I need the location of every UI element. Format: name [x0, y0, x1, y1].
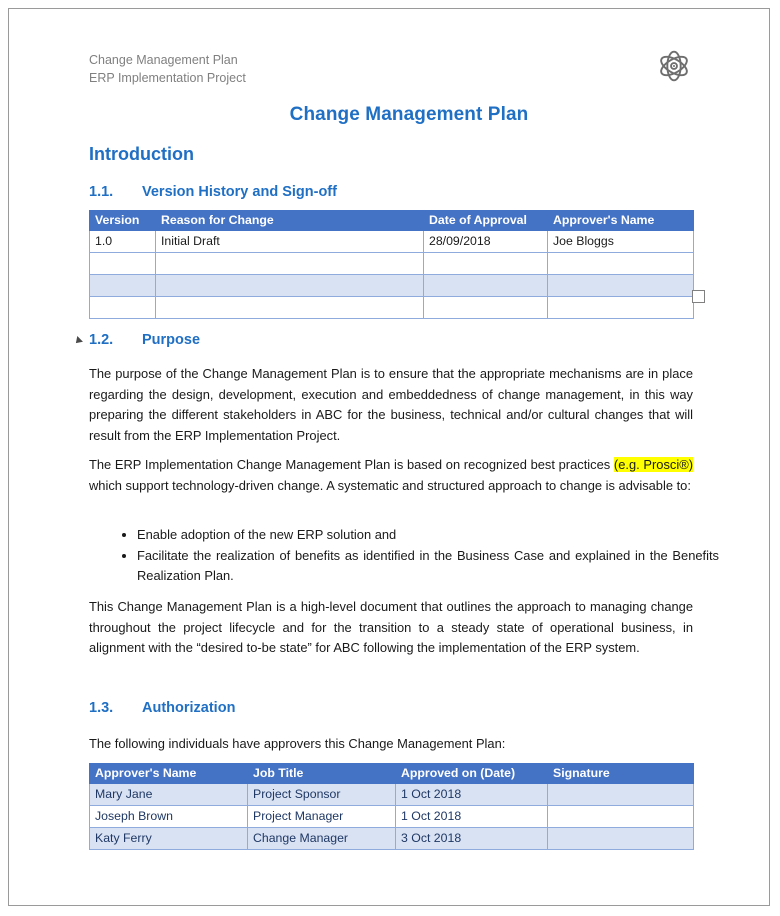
purpose-paragraph-2-part-1: The ERP Implementation Change Management Plan is based on recognized best practices — [89, 457, 614, 472]
purpose-bullet-list — [113, 525, 719, 587]
version-history-table — [89, 210, 694, 319]
table-row — [90, 253, 694, 275]
cell-date[interactable] — [424, 297, 548, 319]
cell-job-title[interactable]: Change Manager — [248, 828, 396, 850]
purpose-paragraph-3: This Change Management Plan is a high-level document that outlines the approach to managing change throughout the project lifecycle and for the transition to a steady state of operational business, in alignment with the “desired to-be state” for ABC following the implementation of the ERP system. — [89, 599, 693, 655]
column-header-approver: Approver's Name — [548, 211, 694, 231]
list-item: • Facilitate the realization of benefits as identified in the Business Case and explained in the Benefits Realization Plan. — [137, 546, 719, 587]
cell-job-title[interactable]: Project Sponsor — [248, 784, 396, 806]
column-header-approved-on: Approved on (Date) — [396, 764, 548, 784]
page-title-text: Change Management Plan — [289, 104, 529, 125]
table-row — [90, 784, 694, 806]
column-header-date: Date of Approval — [424, 211, 548, 231]
cell-approver[interactable] — [548, 275, 694, 297]
cell-approved-on[interactable]: 3 Oct 2018 — [396, 828, 548, 850]
purpose-paragraph-2 — [89, 455, 693, 496]
heading-purpose-number: 1.2. — [89, 332, 114, 348]
cell-approved-on[interactable]: 1 Oct 2018 — [396, 806, 548, 828]
header-line-2: ERP Implementation Project — [89, 71, 246, 85]
cell-date[interactable]: 28/09/2018 — [424, 231, 548, 253]
cell-version[interactable] — [90, 253, 156, 275]
column-header-reason: Reason for Change — [156, 211, 424, 231]
heading-authorization — [89, 700, 235, 716]
column-header-job-title: Job Title — [248, 764, 396, 784]
header-line-1: Change Management Plan — [89, 53, 238, 67]
cell-reason[interactable] — [156, 253, 424, 275]
heading-authorization-number: 1.3. — [89, 700, 114, 716]
heading-introduction: Introduction — [89, 144, 194, 164]
cell-approver[interactable]: Joe Bloggs — [548, 231, 694, 253]
cell-signature[interactable] — [548, 784, 694, 806]
column-header-version: Version — [90, 211, 156, 231]
cell-signature[interactable] — [548, 806, 694, 828]
highlighted-text: (e.g. Prosci®) — [613, 457, 693, 472]
column-header-signature: Signature — [548, 764, 694, 784]
atom-icon — [653, 45, 695, 87]
document-page — [8, 8, 770, 906]
cell-signature[interactable] — [548, 828, 694, 850]
list-item: • Enable adoption of the new ERP solution and — [137, 525, 719, 546]
heading-purpose-label: Purpose — [142, 332, 201, 348]
table-row — [90, 828, 694, 850]
purpose-paragraph-1: The purpose of the Change Management Plan is to ensure that the appropriate mechanisms are in place regarding the design, development, execution and embeddedness of change management, in this way preparing the different stakeholders in ABC for the business, technical and/or cultural changes that will result from the ERP Implementation Project. — [89, 366, 693, 443]
cell-approver[interactable] — [548, 297, 694, 319]
table-header-row — [90, 764, 694, 784]
cell-version[interactable] — [90, 297, 156, 319]
cell-date[interactable] — [424, 253, 548, 275]
cell-version[interactable] — [90, 275, 156, 297]
table-row — [90, 297, 694, 319]
cell-approver-name[interactable]: Joseph Brown — [90, 806, 248, 828]
purpose-paragraph-2-part-2: which support technology-driven change. A systematic and structured approach to change is advisable to: — [89, 477, 691, 493]
table-resize-handle[interactable] — [692, 290, 705, 303]
table-header-row — [90, 211, 694, 231]
table-row — [90, 231, 694, 253]
cell-version[interactable]: 1.0 — [90, 231, 156, 253]
cell-job-title[interactable]: Project Manager — [248, 806, 396, 828]
cell-approver-name[interactable]: Mary Jane — [90, 784, 248, 806]
authorization-table — [89, 763, 694, 850]
cell-approved-on[interactable]: 1 Oct 2018 — [396, 784, 548, 806]
cell-reason[interactable] — [156, 275, 424, 297]
column-header-approver-name: Approver's Name — [90, 764, 248, 784]
cell-date[interactable] — [424, 275, 548, 297]
cell-reason[interactable]: Initial Draft — [156, 231, 424, 253]
cell-approver[interactable] — [548, 253, 694, 275]
heading-version-history-label: Version History and Sign-off — [142, 184, 337, 200]
document-header — [89, 51, 246, 87]
heading-version-history-number: 1.1. — [89, 184, 114, 200]
heading-authorization-label: Authorization — [142, 700, 236, 716]
heading-purpose — [89, 332, 200, 348]
table-row — [90, 275, 694, 297]
page-title — [9, 104, 769, 126]
table-row — [90, 806, 694, 828]
cell-reason[interactable] — [156, 297, 424, 319]
cell-approver-name[interactable]: Katy Ferry — [90, 828, 248, 850]
heading-version-history — [89, 184, 337, 200]
collapse-triangle-icon[interactable] — [73, 336, 83, 346]
authorization-intro: The following individuals have approvers this Change Management Plan: — [89, 736, 506, 751]
